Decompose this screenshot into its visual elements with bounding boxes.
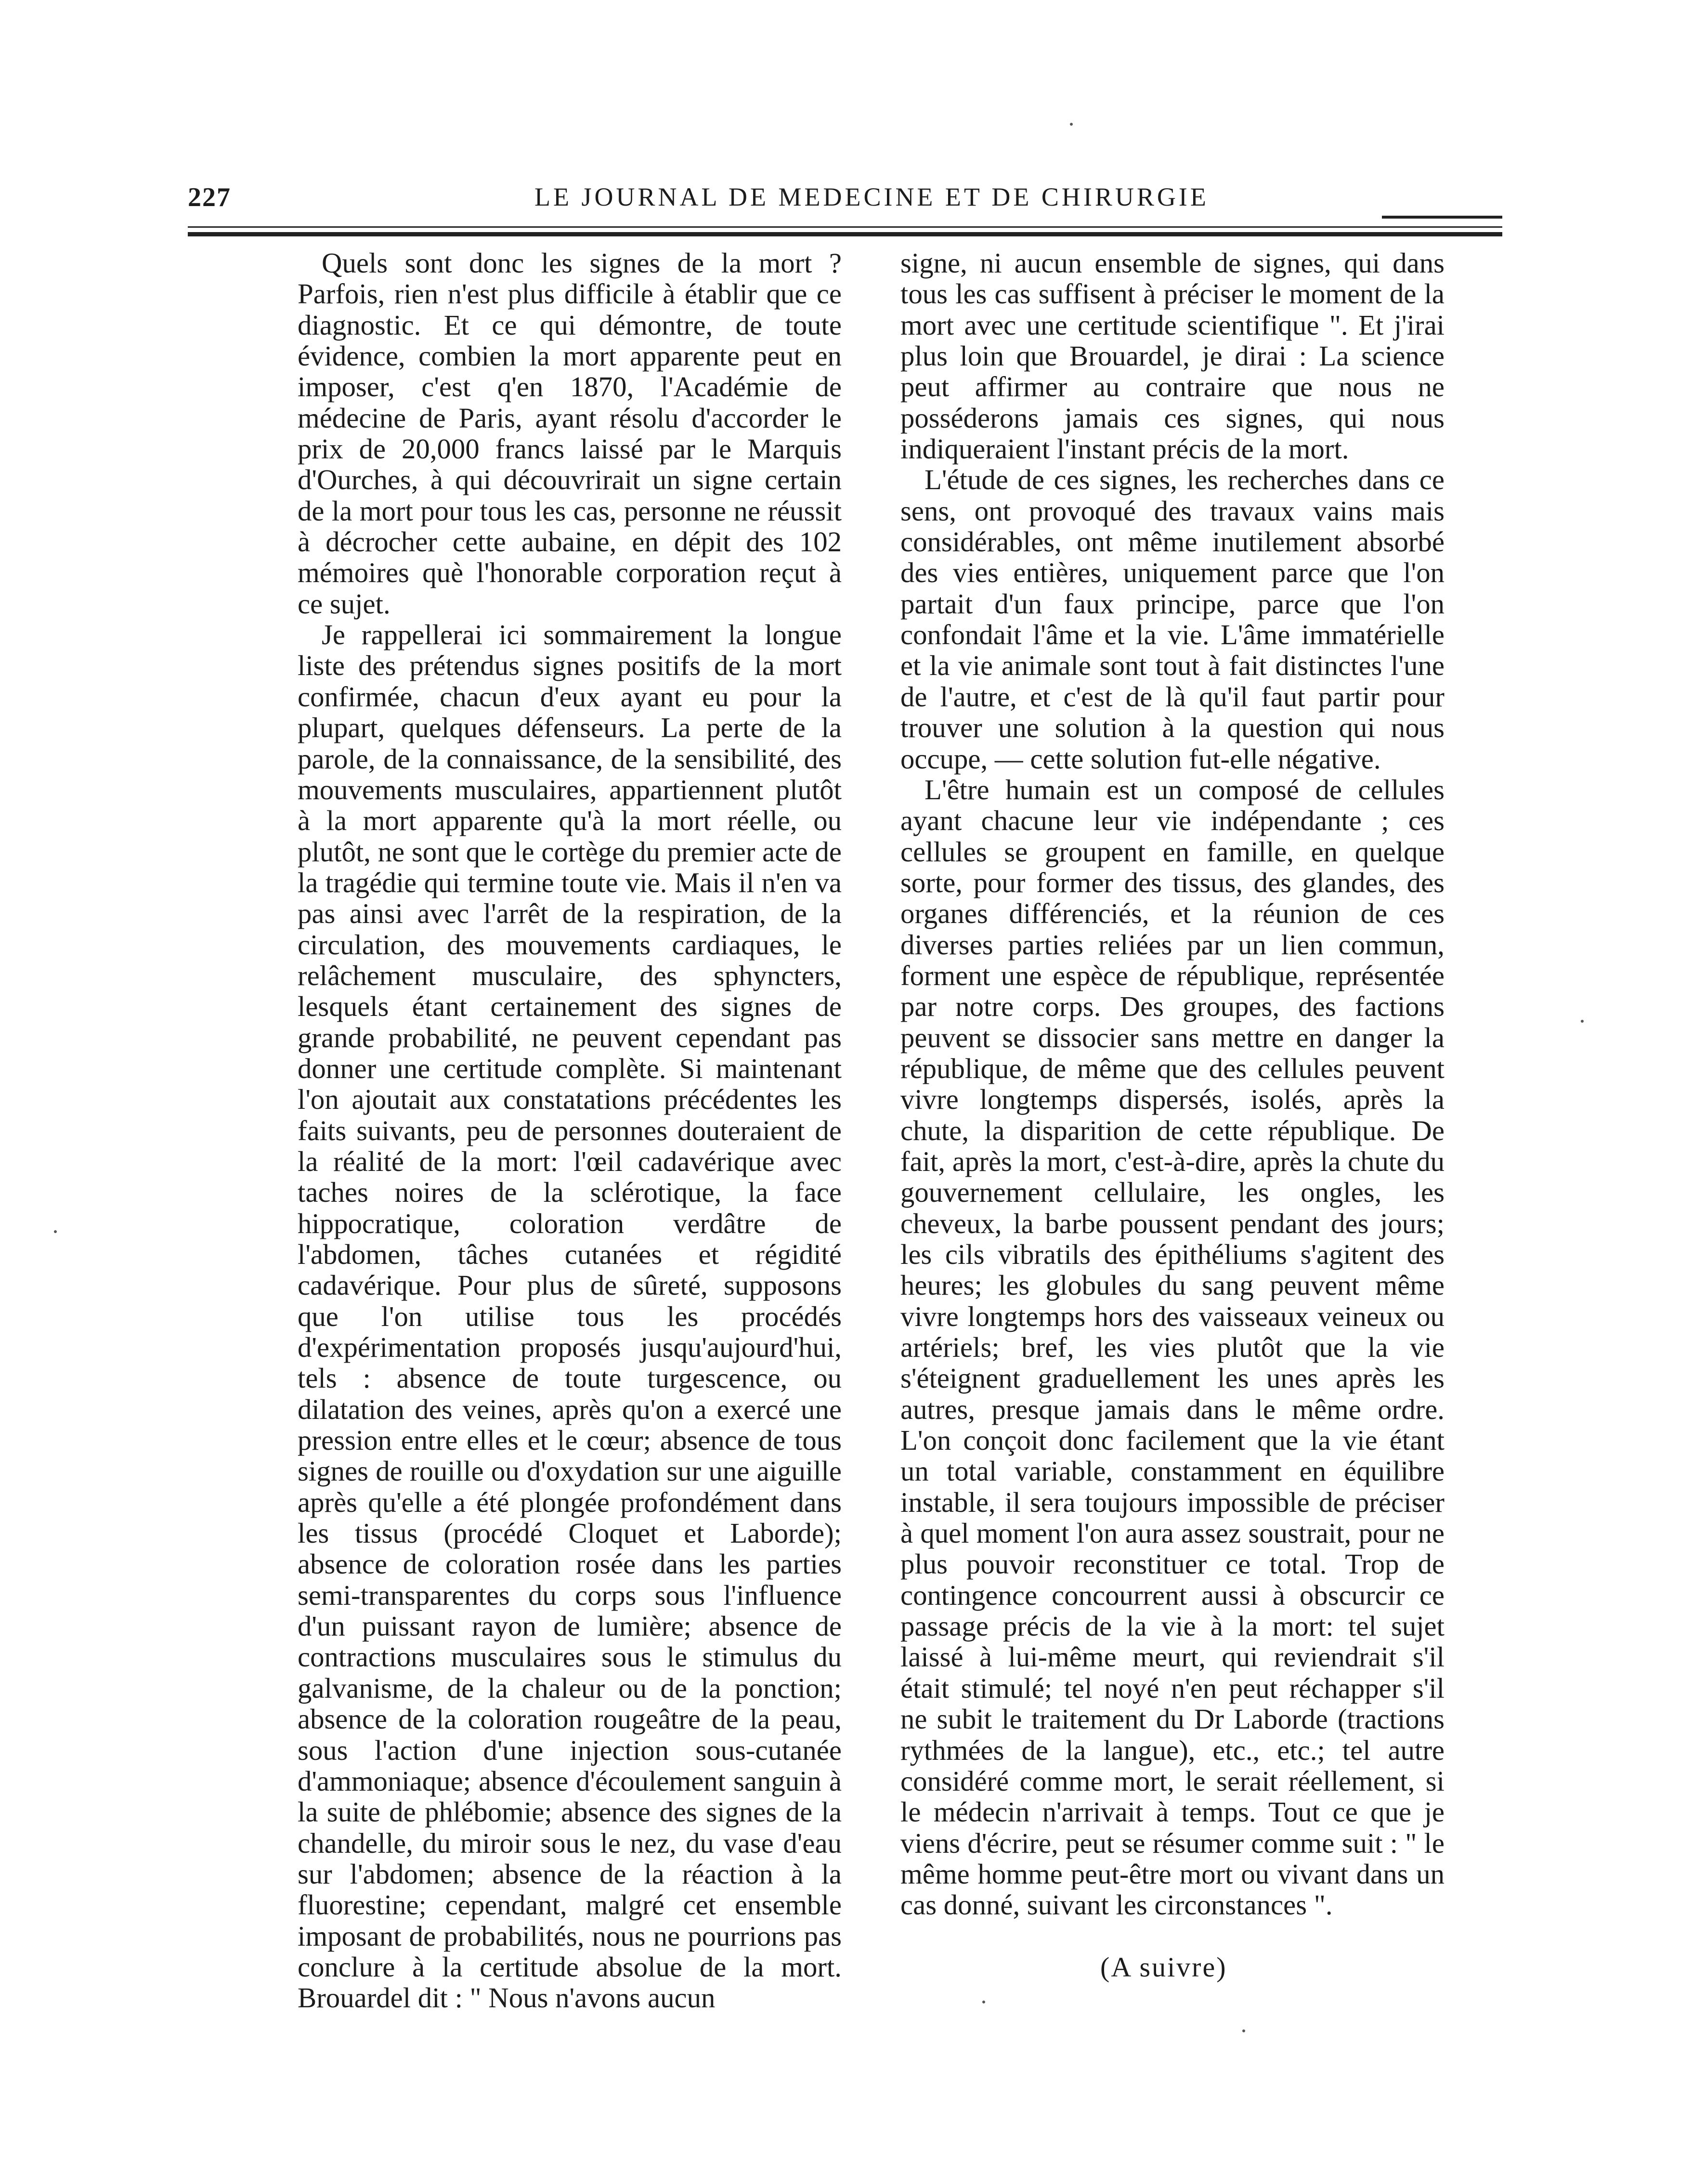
print-speck	[1581, 1020, 1584, 1023]
paragraph: Je rappellerai ici sommairement la longue liste des prétendus signes positifs de la mort confirmée, chacun d'eux ayant eu pour la plupart, quelques défenseurs. La perte de la parole, de la connaissance, de la sensibilité, des mouvements musculaires, appartiennent plutôt à la mort apparente qu'à la mort réelle, ou plutôt, ne sont que le cortège du premier acte de la tragédie qui termine toute vie. Mais il n'en va pas ainsi avec l'arrêt de la respiration, de la circulation, des mouvements cardiaques, le relâchement musculaire, des sphyncters, lesquels étant certainement des signes de grande probabilité, ne peuvent cependant pas donner une certitude complète. Si maintenant l'on ajoutait aux constatations précédentes les faits suivants, peu de personnes douteraient de la réalité de la mort: l'œil cadavérique avec taches noires de la sclérotique, la face hippocratique, coloration verdâtre de l'abdomen, tâches cutanées et régidité cadavérique. Pour plus de sûreté, supposons que l'on utilise tous les procédés d'expérimentation proposés jusqu'aujourd'hui, tels : absence de toute turgescence, ou dilatation des veines, après qu'on a exercé une pression entre elles et le cœur; absence de tous signes de rouille ou d'oxydation sur une aiguille après qu'elle a été plongée profondément dans les tissus (procédé Cloquet et Laborde); absence de coloration rosée dans les parties semi-transparentes du corps sous l'influence d'un puissant rayon de lumière; absence de contractions musculaires sous le stimulus du galvanisme, de la chaleur ou de la ponction; absence de la coloration rougeâtre de la peau, sous l'action d'une injection sous-cutanée d'ammoniaque; absence d'écoulement sanguin à la suite de phlébomie; absence des signes de la chandelle, du miroir sous le nez, du vase d'eau sur l'abdomen; absence de la réaction à la fluorestine; cependant, malgré cet ensemble imposant de probabilités, nous ne pourrions pas conclure à la certitude absolue de la mort. Brouardel dit : " Nous n'avons aucun	[298, 619, 842, 2014]
paragraph: Quels sont donc les signes de la mort ? Parfois, rien n'est plus difficile à établir que ce diagnostic. Et ce qui démontre, de toute évidence, combien la mort apparente peut en imposer, c'est q'en 1870, l'Académie de médecine de Paris, ayant résolu d'accorder le prix de 20,000 francs laissé par le Marquis d'Ourches, à qui découvrirait un signe certain de la mort pour tous les cas, personne ne réussit à décrocher cette aubaine, en dépit des 102 mémoires què l'honorable corporation reçut à ce sujet.	[298, 247, 842, 620]
running-title: LE JOURNAL DE MEDECINE ET DE CHIRURGIE	[534, 182, 1209, 211]
left-column	[298, 248, 842, 2014]
print-speck	[1242, 2029, 1245, 2032]
paragraph: signe, ni aucun ensemble de signes, qui dans tous les cas suffisent à préciser le moment de la mort avec une certitude scientifique ". Et j'irai plus loin que Brouardel, je dirai : La science peut affirmer au contraire que nous ne posséderons jamais ces signes, qui nous indiqueraient l'instant précis de la mort.	[900, 247, 1445, 465]
header-rule-thick	[188, 232, 1502, 236]
print-speck	[1070, 123, 1073, 126]
header-rule-thin	[188, 226, 1502, 228]
page-number: 227	[188, 182, 231, 212]
continued-note: (A suivre)	[1100, 1951, 1227, 1983]
print-speck	[54, 1230, 57, 1233]
right-column	[900, 248, 1445, 1921]
page-header	[188, 182, 1502, 225]
paragraph: L'étude de ces signes, les recherches dans ce sens, ont provoqué des travaux vains mais considérables, ont même inutilement absorbé des vies entières, uniquement parce que l'on partait d'un faux principe, parce que l'on confondait l'âme et la vie. L'âme immatérielle et la vie animale sont tout à fait distinctes l'une de l'autre, et c'est de là qu'il faut partir pour trouver une solution à la question qui nous occupe, — cette solution fut-elle négative.	[900, 464, 1445, 775]
paragraph: L'être humain est un composé de cellules ayant chacune leur vie indépendante ; ces cellules se groupent en famille, en quelque sorte, pour former des tissus, des glandes, des organes différenciés, et la réunion de ces diverses parties reliées par un lien commun, forment une espèce de république, représentée par notre corps. Des groupes, des factions peuvent se dissocier sans mettre en danger la république, de même que des cellules peuvent vivre longtemps dispersés, isolés, après la chute, la disparition de cette république. De fait, après la mort, c'est-à-dire, après la chute du gouvernement cellulaire, les ongles, les cheveux, la barbe poussent pendant des jours; les cils vibratils des épithéliums s'agitent des heures; les globules du sang peuvent même vivre longtemps hors des vaisseaux veineux ou artériels; bref, les vies plutôt que la vie s'éteignent graduellement les unes après les autres, presque jamais dans le même ordre. L'on conçoit donc facilement que la vie étant un total variable, constamment en équilibre instable, il sera toujours impossible de préciser à quel moment l'on aura assez soustrait, pour ne plus pouvoir reconstituer ce total. Trop de contingence concourrent aussi à obscurcir ce passage précis de la vie à la mort: tel sujet laissé à lui-même meurt, qui reviendrait s'il était stimulé; tel noyé n'en peut réchapper s'il ne subit le traitement du Dr Laborde (tractions rythmées de la langue), etc., etc.; tel autre considéré comme mort, le serait réellement, si le médecin n'arrivait à temps. Tout ce que je viens d'écrire, peut se résumer comme suit : " le même homme peut-être mort ou vivant dans un cas donné, suivant les circonstances ".	[900, 774, 1445, 1921]
header-rule-accent	[1382, 216, 1502, 219]
print-speck	[982, 2001, 985, 2003]
